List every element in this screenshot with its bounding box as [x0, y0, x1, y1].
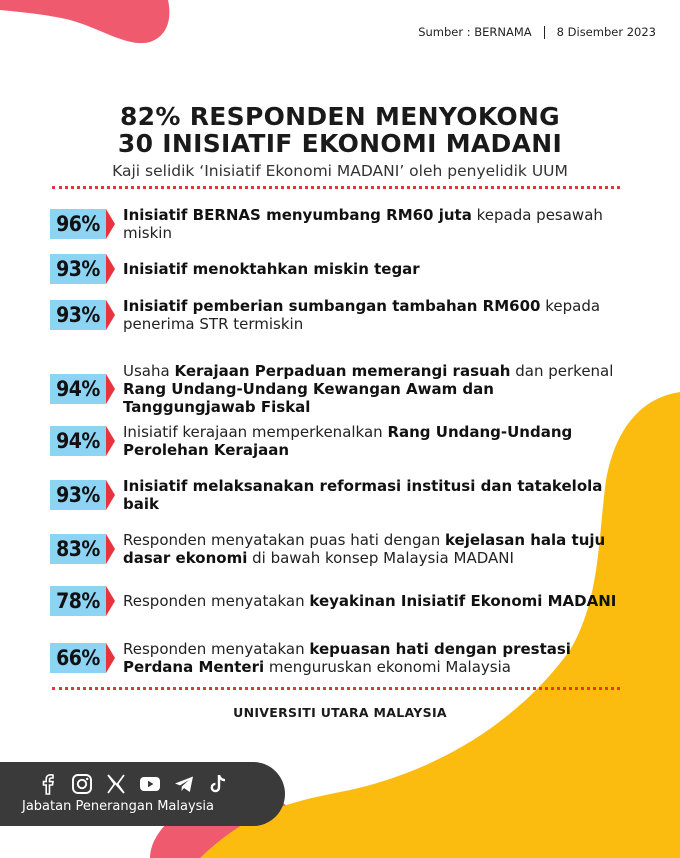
pink-blob-top	[0, 0, 169, 43]
list-item	[50, 362, 630, 416]
percent-badge: 78%	[50, 586, 106, 616]
x-icon[interactable]	[104, 773, 128, 795]
telegram-icon[interactable]	[172, 773, 196, 795]
list-item	[50, 586, 630, 616]
percent-badge: 94%	[50, 374, 106, 404]
percent-badge: 66%	[50, 643, 106, 673]
percent-badge: 93%	[50, 300, 106, 330]
instagram-icon[interactable]	[70, 773, 94, 795]
list-item	[50, 531, 630, 567]
percent-badge: 96%	[50, 209, 106, 239]
youtube-icon[interactable]	[138, 773, 162, 795]
headline-line-2: 30 INISIATIF EKONOMI MADANI	[117, 129, 563, 158]
social-icons	[36, 773, 230, 795]
tiktok-icon[interactable]	[206, 773, 230, 795]
list-item	[50, 640, 630, 676]
list-item	[50, 297, 630, 333]
item-text: Inisiatif BERNAS menyumbang RM60 juta kepada pesawah miskin	[123, 206, 603, 242]
headline-line-1: 82% RESPONDEN MENYOKONG	[119, 102, 561, 131]
social-bar	[0, 762, 285, 826]
item-text: Usaha Kerajaan Perpaduan memerangi rasuah dan perkenal Rang Undang-Undang Kewangan Awam dan Tanggungjawab Fiskal	[123, 362, 614, 416]
item-text: Inisiatif pemberian sumbangan tambahan RM600 kepada penerima STR termiskin	[123, 297, 601, 333]
percent-badge: 83%	[50, 534, 106, 564]
item-text: Inisiatif kerajaan memperkenalkan Rang Undang-Undang Perolehan Kerajaan	[123, 423, 573, 459]
list-item	[50, 206, 630, 242]
facebook-icon[interactable]	[36, 773, 60, 795]
item-text: Inisiatif menoktahkan miskin tegar	[123, 260, 420, 278]
list-item	[50, 477, 630, 513]
list-item	[50, 423, 630, 459]
source-date: 8 Disember 2023	[556, 25, 656, 39]
subtitle: Kaji selidik ‘Inisiatif Ekonomi MADANI’ oleh penyelidik UUM	[112, 162, 568, 180]
dotted-divider-bottom	[52, 687, 620, 690]
item-text: Responden menyatakan keyakinan Inisiatif Ekonomi MADANI	[123, 592, 617, 610]
percent-badge: 94%	[50, 426, 106, 456]
source-line	[418, 25, 656, 39]
agency-name: Jabatan Penerangan Malaysia	[22, 799, 215, 814]
percent-badge: 93%	[50, 480, 106, 510]
list-item	[50, 254, 630, 284]
item-text: Inisiatif melaksanakan reformasi institusi dan tatakelola baik	[123, 477, 603, 513]
item-text: Responden menyatakan kepuasan hati dengan prestasi Perdana Menteri menguruskan ekonomi Malaysia	[123, 640, 571, 676]
university-credit: UNIVERSITI UTARA MALAYSIA	[233, 705, 447, 720]
percent-badge: 93%	[50, 254, 106, 284]
headline	[0, 103, 680, 157]
dotted-divider-top	[52, 186, 620, 189]
source-divider	[544, 26, 545, 39]
source-label: Sumber : BERNAMA	[418, 25, 532, 39]
item-text: Responden menyatakan puas hati dengan kejelasan hala tuju dasar ekonomi di bawah konsep Malaysia MADANI	[123, 531, 606, 567]
